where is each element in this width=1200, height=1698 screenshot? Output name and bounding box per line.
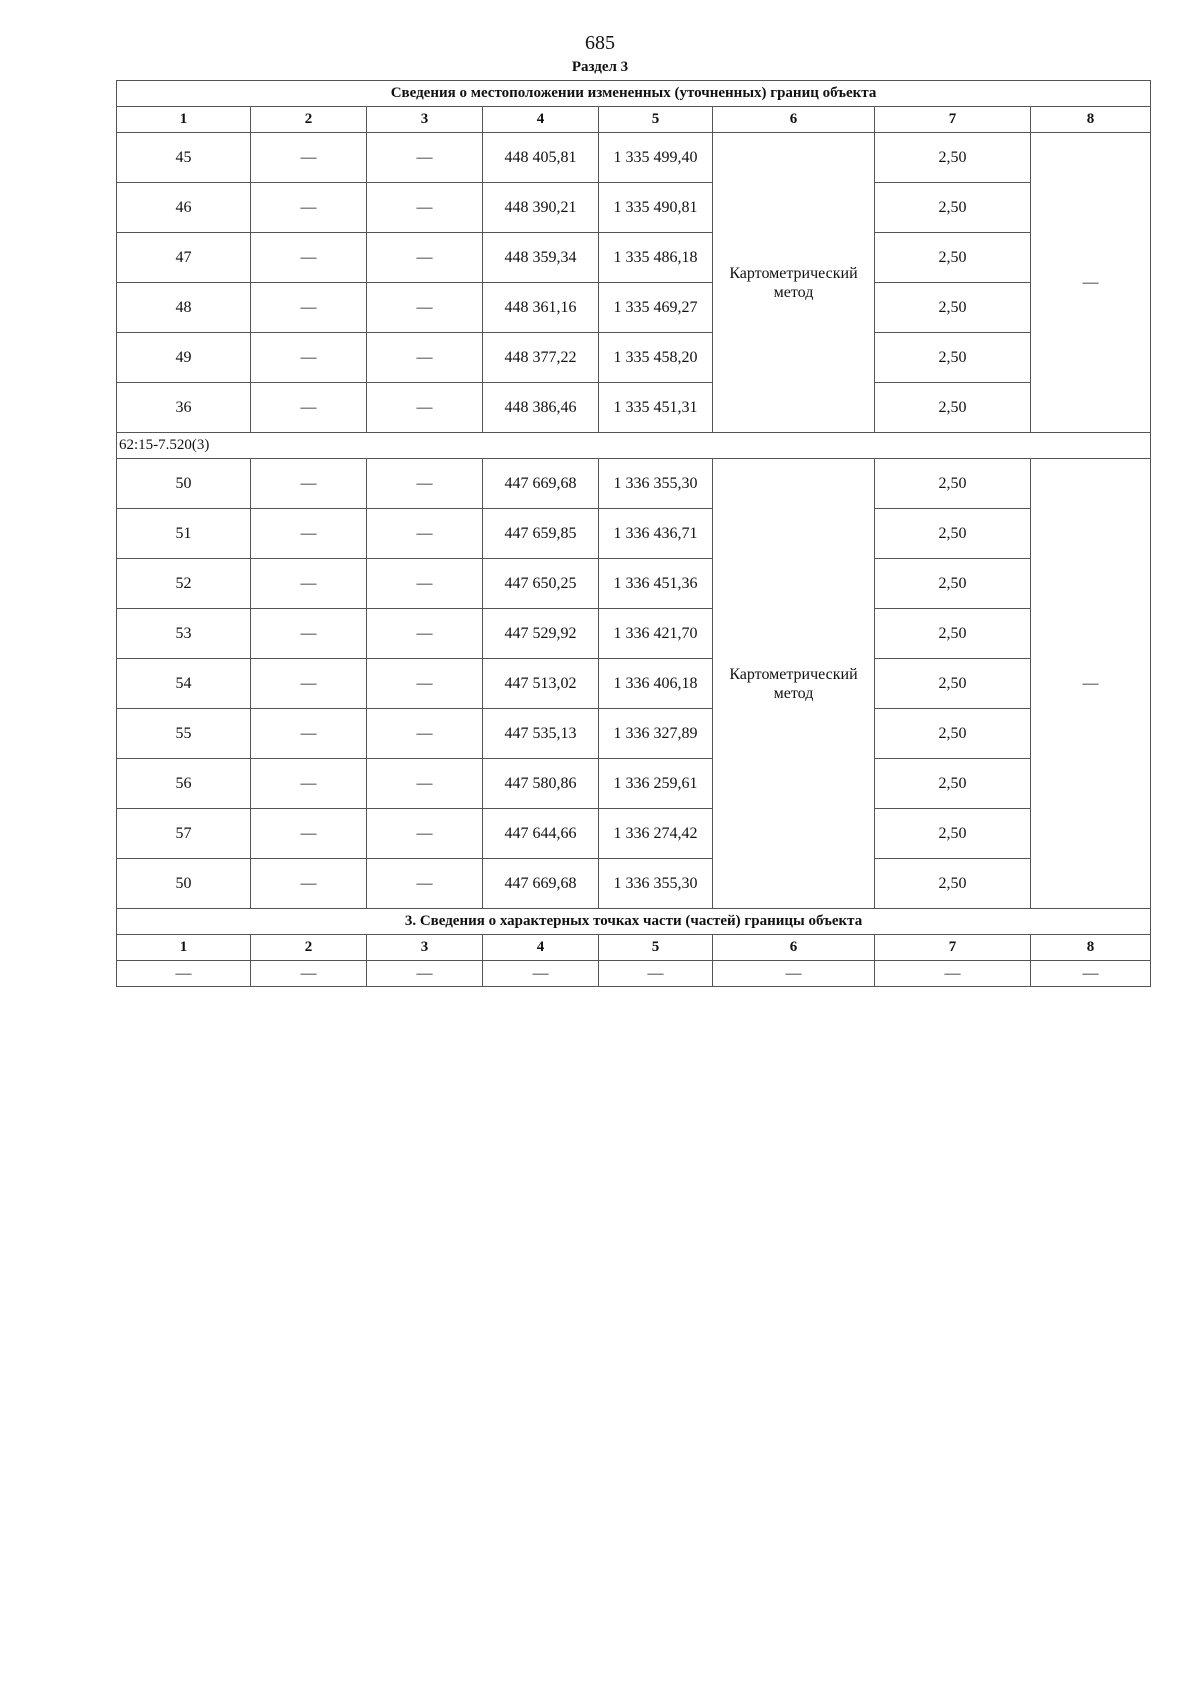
x-coordinate-cell: 448 361,16 <box>483 283 599 333</box>
column-number: 6 <box>713 935 875 961</box>
point-number-cell: 54 <box>117 659 251 709</box>
y-coordinate-cell: 1 335 458,20 <box>599 333 713 383</box>
error-cell: 2,50 <box>875 459 1031 509</box>
column-number: 1 <box>117 935 251 961</box>
col2-cell: — <box>251 459 367 509</box>
col3-cell: — <box>367 233 483 283</box>
table-row <box>117 759 1151 809</box>
y-coordinate-cell: 1 336 355,30 <box>599 859 713 909</box>
column-number: 1 <box>117 107 251 133</box>
part-title-row <box>117 909 1151 935</box>
col2-cell: — <box>251 609 367 659</box>
point-number-cell: 50 <box>117 859 251 909</box>
col2-cell: — <box>251 659 367 709</box>
column-number: 6 <box>713 107 875 133</box>
table-row <box>117 233 1151 283</box>
point-number-cell: 50 <box>117 459 251 509</box>
point-number-cell: 36 <box>117 383 251 433</box>
col3-cell: — <box>367 283 483 333</box>
col3-cell: — <box>367 809 483 859</box>
table-title: Сведения о местоположении измененных (уточненных) границ объекта <box>117 81 1151 107</box>
part-title: 3. Сведения о характерных точках части (частей) границы объекта <box>117 909 1151 935</box>
x-coordinate-cell: 448 405,81 <box>483 133 599 183</box>
col8-cell: — <box>1031 133 1151 433</box>
table-row <box>117 609 1151 659</box>
method-cell: Картометрический метод <box>713 459 875 909</box>
column-number: 3 <box>367 107 483 133</box>
point-number-cell: 53 <box>117 609 251 659</box>
x-coordinate-cell: 447 535,13 <box>483 709 599 759</box>
point-number-cell: 51 <box>117 509 251 559</box>
part-cell: — <box>1031 961 1151 987</box>
error-cell: 2,50 <box>875 233 1031 283</box>
part-cell: — <box>599 961 713 987</box>
error-cell: 2,50 <box>875 383 1031 433</box>
col2-cell: — <box>251 133 367 183</box>
col3-cell: — <box>367 759 483 809</box>
y-coordinate-cell: 1 335 490,81 <box>599 183 713 233</box>
error-cell: 2,50 <box>875 183 1031 233</box>
y-coordinate-cell: 1 335 451,31 <box>599 383 713 433</box>
parcel-subheading: 62:15-7.520(3) <box>117 433 1151 459</box>
table-body <box>117 81 1151 987</box>
error-cell: 2,50 <box>875 133 1031 183</box>
x-coordinate-cell: 448 359,34 <box>483 233 599 283</box>
part-cell: — <box>713 961 875 987</box>
x-coordinate-cell: 447 580,86 <box>483 759 599 809</box>
boundary-table <box>116 80 1151 987</box>
y-coordinate-cell: 1 336 436,71 <box>599 509 713 559</box>
column-number: 2 <box>251 935 367 961</box>
col2-cell: — <box>251 709 367 759</box>
col8-cell: — <box>1031 459 1151 909</box>
table-row <box>117 659 1151 709</box>
table-row <box>117 559 1151 609</box>
column-number: 7 <box>875 935 1031 961</box>
y-coordinate-cell: 1 336 355,30 <box>599 459 713 509</box>
y-coordinate-cell: 1 336 406,18 <box>599 659 713 709</box>
column-number: 4 <box>483 107 599 133</box>
col2-cell: — <box>251 233 367 283</box>
x-coordinate-cell: 448 386,46 <box>483 383 599 433</box>
error-cell: 2,50 <box>875 709 1031 759</box>
x-coordinate-cell: 447 513,02 <box>483 659 599 709</box>
col3-cell: — <box>367 333 483 383</box>
point-number-cell: 57 <box>117 809 251 859</box>
part-row <box>117 961 1151 987</box>
error-cell: 2,50 <box>875 759 1031 809</box>
x-coordinate-cell: 447 529,92 <box>483 609 599 659</box>
column-number-row <box>117 107 1151 133</box>
col2-cell: — <box>251 509 367 559</box>
y-coordinate-cell: 1 335 499,40 <box>599 133 713 183</box>
column-number: 2 <box>251 107 367 133</box>
part-cell: — <box>117 961 251 987</box>
table-row <box>117 459 1151 509</box>
error-cell: 2,50 <box>875 659 1031 709</box>
column-number: 7 <box>875 107 1031 133</box>
point-number-cell: 49 <box>117 333 251 383</box>
col2-cell: — <box>251 559 367 609</box>
part-cell: — <box>483 961 599 987</box>
column-number: 5 <box>599 107 713 133</box>
error-cell: 2,50 <box>875 559 1031 609</box>
y-coordinate-cell: 1 336 274,42 <box>599 809 713 859</box>
table-row <box>117 333 1151 383</box>
x-coordinate-cell: 448 390,21 <box>483 183 599 233</box>
x-coordinate-cell: 447 659,85 <box>483 509 599 559</box>
error-cell: 2,50 <box>875 333 1031 383</box>
point-number-cell: 47 <box>117 233 251 283</box>
col3-cell: — <box>367 183 483 233</box>
error-cell: 2,50 <box>875 809 1031 859</box>
x-coordinate-cell: 447 650,25 <box>483 559 599 609</box>
error-cell: 2,50 <box>875 509 1031 559</box>
x-coordinate-cell: 447 644,66 <box>483 809 599 859</box>
point-number-cell: 46 <box>117 183 251 233</box>
subheading-row <box>117 433 1151 459</box>
column-number: 3 <box>367 935 483 961</box>
point-number-cell: 52 <box>117 559 251 609</box>
column-number: 4 <box>483 935 599 961</box>
part-cell: — <box>367 961 483 987</box>
x-coordinate-cell: 447 669,68 <box>483 459 599 509</box>
table-row <box>117 859 1151 909</box>
point-number-cell: 45 <box>117 133 251 183</box>
col3-cell: — <box>367 659 483 709</box>
error-cell: 2,50 <box>875 859 1031 909</box>
table-row <box>117 183 1151 233</box>
y-coordinate-cell: 1 336 259,61 <box>599 759 713 809</box>
method-cell: Картометрический метод <box>713 133 875 433</box>
col3-cell: — <box>367 859 483 909</box>
section-label: Раздел 3 <box>571 59 629 75</box>
column-number: 5 <box>599 935 713 961</box>
table-title-row <box>117 81 1151 107</box>
y-coordinate-cell: 1 336 421,70 <box>599 609 713 659</box>
col2-cell: — <box>251 759 367 809</box>
y-coordinate-cell: 1 336 327,89 <box>599 709 713 759</box>
table-row <box>117 709 1151 759</box>
col3-cell: — <box>367 133 483 183</box>
col3-cell: — <box>367 383 483 433</box>
col3-cell: — <box>367 509 483 559</box>
col2-cell: — <box>251 333 367 383</box>
column-number: 8 <box>1031 107 1151 133</box>
col2-cell: — <box>251 183 367 233</box>
table-row <box>117 383 1151 433</box>
part-cell: — <box>875 961 1031 987</box>
point-number-cell: 56 <box>117 759 251 809</box>
page-number: 685 <box>585 32 615 54</box>
col3-cell: — <box>367 709 483 759</box>
col3-cell: — <box>367 459 483 509</box>
table-row <box>117 133 1151 183</box>
point-number-cell: 55 <box>117 709 251 759</box>
part-column-number-row <box>117 935 1151 961</box>
col3-cell: — <box>367 559 483 609</box>
table-row <box>117 509 1151 559</box>
col2-cell: — <box>251 859 367 909</box>
column-number: 8 <box>1031 935 1151 961</box>
error-cell: 2,50 <box>875 609 1031 659</box>
col2-cell: — <box>251 283 367 333</box>
y-coordinate-cell: 1 336 451,36 <box>599 559 713 609</box>
x-coordinate-cell: 447 669,68 <box>483 859 599 909</box>
y-coordinate-cell: 1 335 469,27 <box>599 283 713 333</box>
y-coordinate-cell: 1 335 486,18 <box>599 233 713 283</box>
error-cell: 2,50 <box>875 283 1031 333</box>
part-cell: — <box>251 961 367 987</box>
col2-cell: — <box>251 809 367 859</box>
table-row <box>117 809 1151 859</box>
col2-cell: — <box>251 383 367 433</box>
col3-cell: — <box>367 609 483 659</box>
point-number-cell: 48 <box>117 283 251 333</box>
x-coordinate-cell: 448 377,22 <box>483 333 599 383</box>
table-row <box>117 283 1151 333</box>
